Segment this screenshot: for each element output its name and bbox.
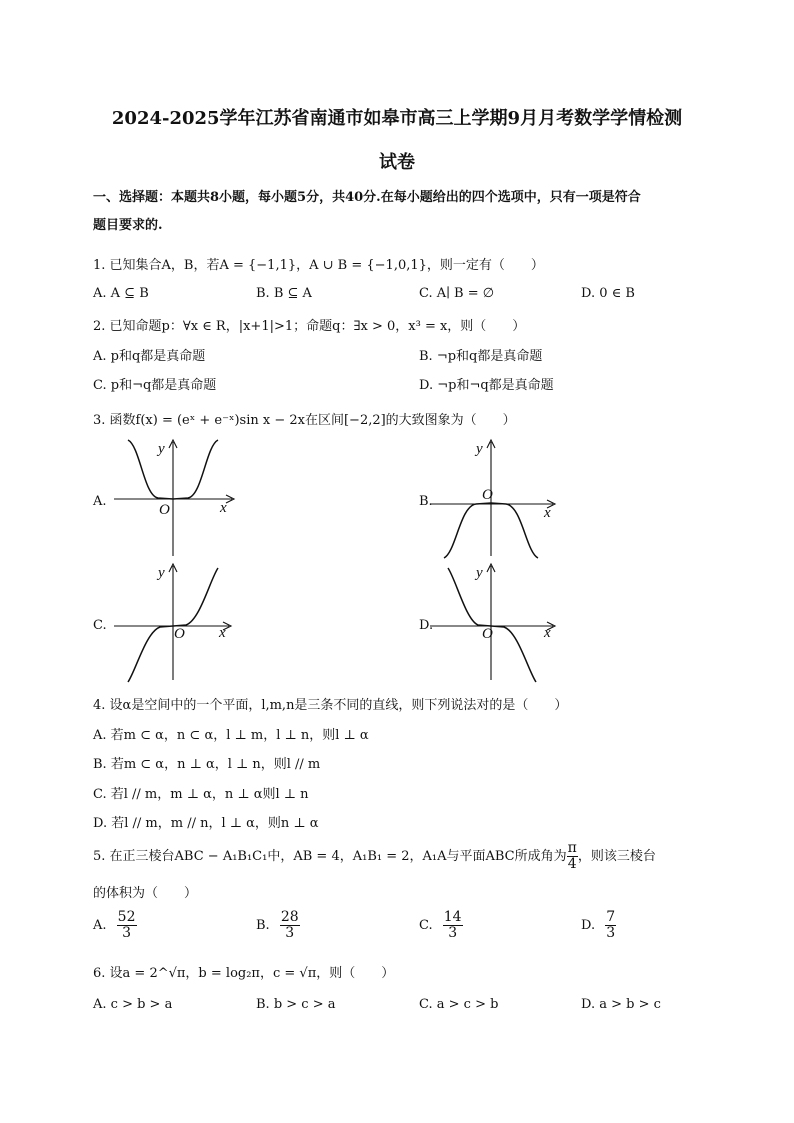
q1-option-a[interactable]: A. A ⊆ B [93, 286, 149, 301]
origin-label: O [174, 626, 185, 642]
q4-option-a[interactable]: A. 若m ⊂ α，n ⊂ α，l ⊥ m，l ⊥ n，则l ⊥ α [93, 728, 369, 743]
fraction-denominator: 4 [567, 856, 577, 872]
q6-option-c[interactable]: C. a > c > b [419, 997, 499, 1012]
x-axis-label: x [544, 625, 551, 641]
q5-option-b[interactable] [256, 910, 300, 941]
q4-option-d[interactable]: D. 若l // m，m // n，l ⊥ α，则n ⊥ α [93, 816, 319, 831]
question-6-stem: 6. 设a = 2^√π，b = log₂π，c = √π，则（ ） [93, 966, 395, 981]
fraction-numerator: 14 [443, 909, 462, 925]
q4-option-b[interactable]: B. 若m ⊂ α，n ⊥ α，l ⊥ n，则l // m [93, 757, 321, 772]
q3-graph-d [430, 560, 560, 684]
question-4-stem: 4. 设α是空间中的一个平面，l,m,n是三条不同的直线，则下列说法对的是（ ） [93, 698, 568, 713]
fraction-denominator: 3 [122, 925, 132, 941]
q3-option-c[interactable]: C. [93, 618, 107, 633]
q3-option-d[interactable]: D. [419, 618, 434, 633]
section-heading: 一、选择题：本题共8小题，每小题5分，共40分.在每小题给出的四个选项中，只有一项是符合 [93, 190, 641, 205]
fraction-numerator: 28 [280, 909, 299, 925]
question-5-stem-line2: 的体积为（ ） [93, 886, 198, 901]
option-label: C. [419, 918, 433, 933]
y-axis-label: y [476, 441, 483, 457]
fraction-numerator: 7 [606, 909, 616, 925]
option-fraction [443, 910, 463, 941]
question-3-stem: 3. 函数f(x) = (eˣ + e⁻ˣ)sin x − 2x在区间[−2,2]的大致图象为（ ） [93, 413, 516, 428]
question-5-stem [93, 841, 656, 872]
q6-option-a[interactable]: A. c > b > a [93, 997, 173, 1012]
q5-stem-part1: 5. 在正三棱台ABC − A₁B₁C₁中，AB = 4，A₁B₁ = 2，A₁A与平面ABC所成角为 [93, 849, 567, 864]
q2-option-a[interactable]: A. p和q都是真命题 [93, 349, 206, 364]
q3-option-a[interactable]: A. [93, 494, 107, 509]
y-axis-label: y [158, 565, 165, 581]
q3-option-b[interactable]: B. [419, 494, 433, 509]
page-title-line2: 试卷 [379, 152, 415, 173]
function-curve [448, 568, 536, 682]
q6-option-d[interactable]: D. a > b > c [581, 997, 661, 1012]
q2-option-d[interactable]: D. ¬p和¬q都是真命题 [419, 378, 554, 393]
q1-option-c[interactable]: C. A∣ B = ∅ [419, 286, 495, 301]
q5-option-d[interactable] [581, 910, 616, 941]
q4-option-c[interactable]: C. 若l // m，m ⊥ α，n ⊥ α则l ⊥ n [93, 787, 309, 802]
y-axis-label: y [158, 441, 165, 457]
fraction-denominator: 3 [606, 925, 616, 941]
question-1-stem: 1. 已知集合A，B，若A = {−1,1}，A ∪ B = {−1,0,1}，则一定有（ ） [93, 258, 544, 273]
x-axis-label: x [220, 500, 227, 516]
q3-graph-a [114, 436, 239, 560]
fraction-denominator: 3 [448, 925, 458, 941]
fraction-numerator: 52 [117, 909, 136, 925]
option-label: A. [93, 918, 107, 933]
option-label: D. [581, 918, 596, 933]
option-fraction [117, 910, 137, 941]
q3-graph-b [430, 436, 560, 560]
origin-label: O [482, 487, 493, 503]
x-axis-label: x [219, 625, 226, 641]
q5-angle-fraction [567, 841, 578, 872]
q2-option-c[interactable]: C. p和¬q都是真命题 [93, 378, 217, 393]
question-2-stem: 2. 已知命题p：∀x ∈ R，|x+1|>1；命题q：∃x > 0，x³ = x，则（ ） [93, 319, 526, 334]
q3-graph-c [114, 560, 239, 684]
q5-option-a[interactable] [93, 910, 137, 941]
q2-option-b[interactable]: B. ¬p和q都是真命题 [419, 349, 543, 364]
x-axis-label: x [544, 505, 551, 521]
fraction-denominator: 3 [285, 925, 295, 941]
y-axis-label: y [476, 565, 483, 581]
origin-label: O [482, 626, 493, 642]
option-fraction [280, 910, 300, 941]
option-label: B. [256, 918, 270, 933]
origin-label: O [159, 502, 170, 518]
option-fraction [605, 910, 616, 941]
q5-option-c[interactable] [419, 910, 463, 941]
q6-option-b[interactable]: B. b > c > a [256, 997, 336, 1012]
fraction-numerator: π [567, 840, 577, 856]
page-title: 2024-2025学年江苏省南通市如皋市高三上学期9月月考数学学情检测 [111, 108, 683, 129]
q5-stem-part2: ，则该三棱台 [577, 849, 656, 864]
section-heading-cont: 题目要求的. [93, 218, 163, 233]
q1-option-b[interactable]: B. B ⊆ A [256, 286, 312, 301]
q1-option-d[interactable]: D. 0 ∈ B [581, 286, 635, 301]
